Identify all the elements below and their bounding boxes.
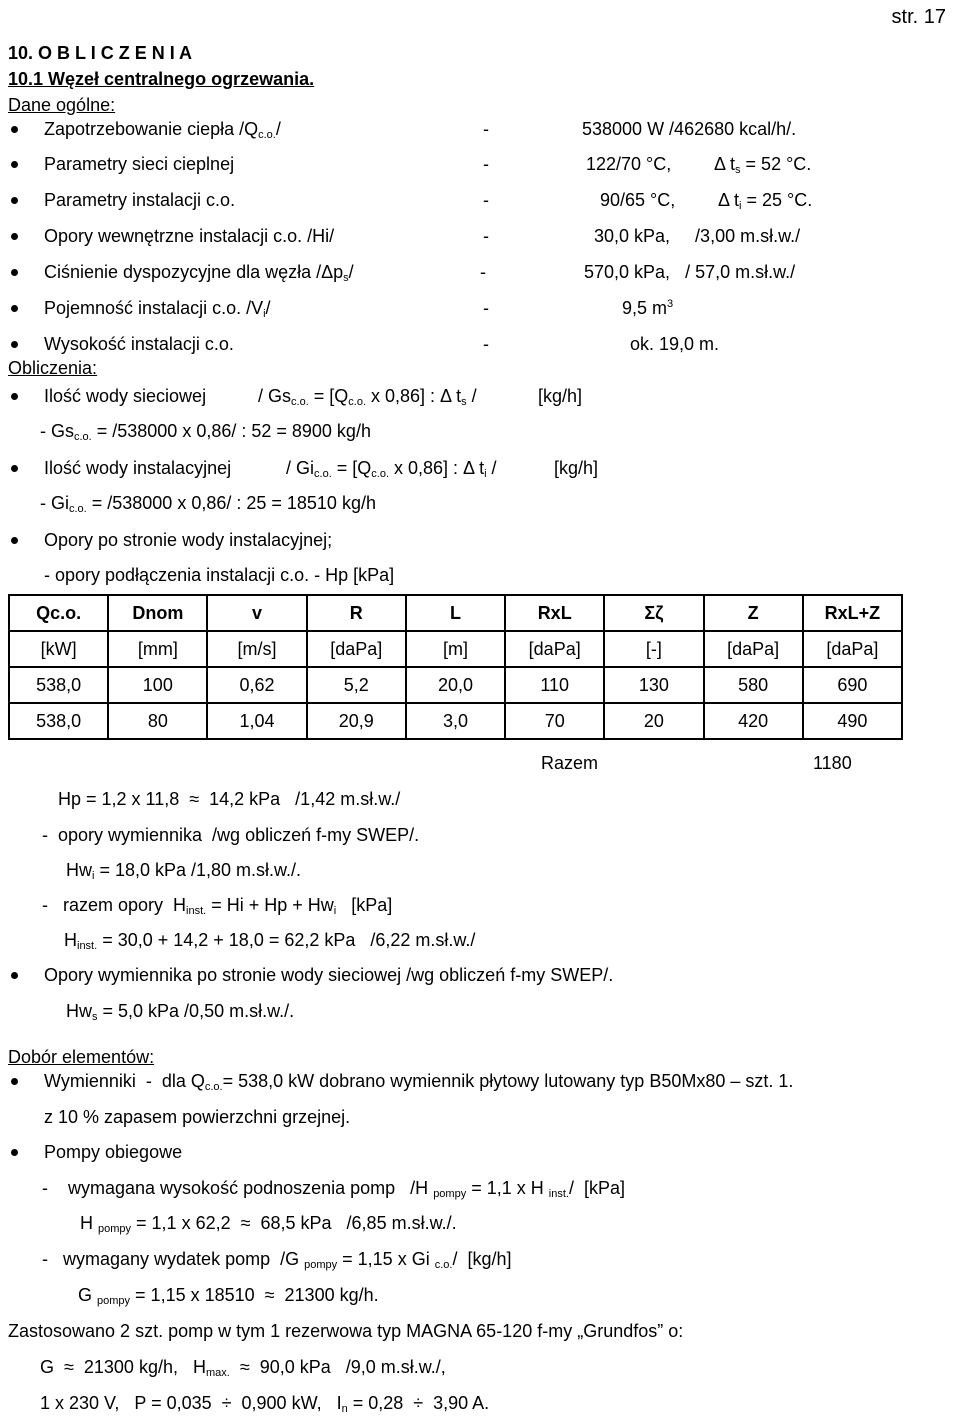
table-cell: 110: [505, 667, 604, 703]
bullet-icon: [11, 305, 18, 312]
table-row: [9, 667, 902, 703]
heat-demand-value: 538000 W /462680 kcal/h/.: [582, 119, 797, 139]
installation-water-unit: [kg/h]: [554, 458, 599, 478]
table-cell: 80: [108, 703, 207, 739]
available-pressure-dash: -: [480, 262, 486, 282]
table-header-cell: RxL+Z: [803, 595, 902, 631]
installation-params-label: Parametry instalacji c.o.: [44, 190, 236, 210]
hinst-formula: $H_{inst.} = 30,0 + 14,2 + 18,0 = 62,2$ kPa /6,22 m.sł.w./: [64, 930, 476, 952]
hwi-formula: $Hw_i = 18,0$ kPa /1,80 m.sł.w./.: [66, 860, 302, 882]
table-cell: 1,04: [207, 703, 306, 739]
pump-parameters: G ≈ 21300 kg/h, $H_{max.} \approx 90,0$ kPa /9,0 m.sł.w./,: [40, 1357, 446, 1379]
subsection-heading: 10.1 Węzeł centralnego ogrzewania.: [8, 69, 315, 89]
table-cell: [kW]: [9, 631, 108, 667]
exchanger-resistance-label: - opory wymiennika /wg obliczeń f-my SWEP/.: [42, 825, 420, 845]
table-header-cell: Dnom: [108, 595, 207, 631]
total-label: Razem: [541, 753, 599, 773]
table-cell: 3,0: [406, 703, 505, 739]
network-params-value: 122/70 °C,: [586, 154, 672, 174]
page-number: str. 17: [891, 6, 946, 28]
network-water-label: Ilość wody sieciowej: [44, 386, 207, 406]
table-cell: 20,0: [406, 667, 505, 703]
table-cell: 580: [704, 667, 803, 703]
table-cell: [daPa]: [505, 631, 604, 667]
table-cell: [m/s]: [207, 631, 306, 667]
connection-resistance-label: - opory podłączenia instalacji c.o. - Hp [kPa]: [44, 565, 395, 585]
network-params-delta: Δ $t_s = 52$ °C.: [714, 154, 812, 176]
installation-water-label: Ilość wody instalacyjnej: [44, 458, 232, 478]
bullet-icon: [11, 197, 18, 204]
pumps-applied: Zastosowano 2 szt. pomp w tym 1 rezerwowa typ MAGNA 65-120 f-my „Grundfos” o:: [8, 1321, 684, 1341]
table-cell: [mm]: [108, 631, 207, 667]
total-resistance-formula: - razem opory $H_{inst.} = Hi + Hp + Hw_i$ [kPa]: [42, 895, 393, 917]
bullet-icon: [11, 126, 18, 133]
calculations-title: Obliczenia:: [8, 358, 98, 378]
installation-height-value: ok. 19,0 m.: [630, 334, 720, 354]
table-cell: 538,0: [9, 703, 108, 739]
table-cell: 420: [704, 703, 803, 739]
bullet-icon: [11, 161, 18, 168]
pump-head-requirement: - wymagana wysokość podnoszenia pomp /H $_{pompy}$ = 1,1 x H $_{inst.}$/ [kPa]: [42, 1178, 625, 1200]
table-units-row: [9, 631, 902, 667]
pump-head-value: H $_{pompy}$ = 1,1 x 62,2 ≈ 68,5 kPa /6,85 m.sł.w./.: [80, 1213, 457, 1235]
network-water-formula: / $Gs_{c.o.} = [Q_{c.o.}$ x 0,86] : Δ $t_s$ /: [258, 386, 477, 408]
installation-water-formula: / $Gi_{c.o.} = [Q_{c.o.}$ x 0,86] : Δ $t_i$ /: [286, 458, 497, 480]
internal-resistance-dash: -: [483, 226, 489, 246]
table-cell: 690: [803, 667, 902, 703]
table-row: [9, 703, 902, 739]
bullet-icon: [11, 1149, 18, 1156]
bullet-icon: [11, 537, 18, 544]
pump-flow-value: G $_{pompy}$ = 1,15 x 18510 ≈ 21300 kg/h.: [78, 1285, 379, 1307]
heat-demand-dash: -: [483, 119, 489, 139]
installation-height-dash: -: [483, 334, 489, 354]
bullet-icon: [11, 341, 18, 348]
bullet-icon: [11, 393, 18, 400]
table-cell: [m]: [406, 631, 505, 667]
bullet-icon: [11, 269, 18, 276]
table-cell: [daPa]: [803, 631, 902, 667]
installation-volume-dash: -: [483, 298, 489, 318]
installation-volume-value: 9,5 $m^3$: [622, 298, 674, 318]
table-header-cell: Z: [704, 595, 803, 631]
table-cell: 20: [604, 703, 703, 739]
table-header-cell: L: [406, 595, 505, 631]
bullet-icon: [11, 1078, 18, 1085]
table-cell: 0,62: [207, 667, 306, 703]
pump-electrical: 1 x 230 V, P = 0,035 ÷ 0,900 kW, $I_n = 0,28 \div 3,90$ A.: [40, 1393, 490, 1415]
table-cell: 5,2: [307, 667, 406, 703]
section-heading: 10. O B L I C Z E N I A: [8, 43, 193, 63]
table-header-cell: RxL: [505, 595, 604, 631]
network-exchanger-resistance: Opory wymiennika po stronie wody sieciowej /wg obliczeń f-my SWEP/.: [44, 965, 614, 985]
pumps-title: Pompy obiegowe: [44, 1142, 183, 1162]
network-params-dash: -: [483, 154, 489, 174]
available-pressure-value: 570,0 kPa, / 57,0 m.sł.w./: [584, 262, 796, 282]
table-header-cell: v: [207, 595, 306, 631]
installation-height-label: Wysokość instalacji c.o.: [44, 334, 234, 354]
installation-params-dash: -: [483, 190, 489, 210]
total-value: 1180: [813, 753, 852, 773]
table-header-cell: Qc.o.: [9, 595, 108, 631]
table-cell: 100: [108, 667, 207, 703]
installation-resistance-label: Opory po stronie wody instalacyjnej;: [44, 530, 333, 550]
table-cell: 538,0: [9, 667, 108, 703]
installation-volume-label: Pojemność instalacji c.o. $/V_i/$: [44, 298, 271, 320]
bullet-icon: [11, 465, 18, 472]
table-cell: [daPa]: [704, 631, 803, 667]
table-cell: [-]: [604, 631, 703, 667]
table-header-cell: R: [307, 595, 406, 631]
table-header-cell: Σζ: [604, 595, 703, 631]
table-cell: 20,9: [307, 703, 406, 739]
heat-demand-label: Zapotrzebowanie ciepła $/Q_{c.o.}/$: [44, 119, 281, 141]
installation-params-delta: Δ $t_i = 25$ °C.: [718, 190, 813, 212]
table-cell: 130: [604, 667, 703, 703]
available-pressure-label: Ciśnienie dyspozycyjne dla węzła $/\Delta p_s/$: [44, 262, 354, 284]
installation-water-result: - $Gi_{c.o.} = /538000$ x 0,86/ : 25 = 18510 kg/h: [40, 493, 376, 515]
exchanger-reserve: z 10 % zapasem powierzchni grzejnej.: [44, 1107, 351, 1127]
table-header-row: [9, 595, 902, 631]
table-cell: 70: [505, 703, 604, 739]
bullet-icon: [11, 233, 18, 240]
internal-resistance-label: Opory wewnętrzne instalacji c.o. /Hi/: [44, 226, 335, 246]
exchanger-selection: Wymienniki - dla $Q_{c.o.}= 538,0$ kW dobrano wymiennik płytowy lutowany typ B50Mx80 – szt. 1.: [44, 1071, 794, 1093]
internal-resistance-value: 30,0 kPa, /3,00 m.sł.w./: [594, 226, 801, 246]
network-water-unit: [kg/h]: [538, 386, 583, 406]
hp-formula: Hp = 1,2 x 11,8 ≈ 14,2 kPa /1,42 m.sł.w./: [58, 789, 401, 809]
network-params-label: Parametry sieci cieplnej: [44, 154, 235, 174]
pump-flow-requirement: - wymagany wydatek pomp /G $_{pompy}$ = 1,15 x Gi $_{c.o.}$/ [kg/h]: [42, 1249, 512, 1271]
installation-params-value: 90/65 °C,: [600, 190, 676, 210]
hws-formula: $Hw_s = 5,0$ kPa /0,50 m.sł.w./.: [66, 1001, 295, 1023]
general-data-title: Dane ogólne:: [8, 95, 116, 115]
bullet-icon: [11, 972, 18, 979]
selection-title: Dobór elementów:: [8, 1047, 155, 1067]
table-cell: 490: [803, 703, 902, 739]
table-cell: [daPa]: [307, 631, 406, 667]
network-water-result: - $Gs_{c.o.} = /538000$ x 0,86/ : 52 = 8900 kg/h: [40, 421, 371, 443]
resistance-table: [8, 594, 903, 740]
